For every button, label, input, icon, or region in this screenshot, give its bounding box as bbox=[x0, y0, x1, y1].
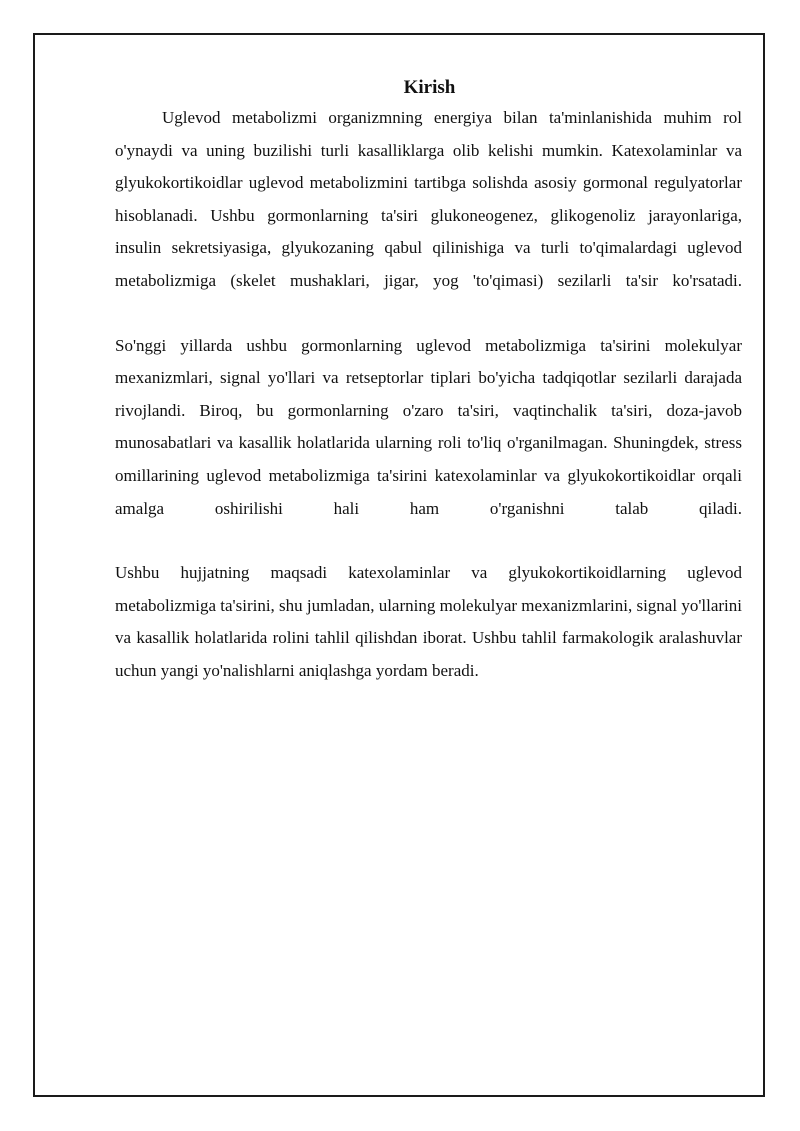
paragraph-2: So'nggi yillarda ushbu gormonlarning uglevod metabolizmiga ta'sirini molekulyar mexanizmlari, signal yo'llari va retseptorlar tiplari bo'yicha tadqiqotlar sezilarli darajada rivojlandi. Biroq, bu gormonlarning o'zaro ta'siri, vaqtinchalik ta'siri, doza-javob munosabatlari va kasallik holatlarida ularning roli to'liq o'rganilmagan. Shuningdek, stress omillarining uglevod metabolizmiga ta'sirini katexolaminlar va glyukokortikoidlar orqali amalga oshirilishi hali ham o'rganishni talab qiladi. bbox=[115, 335, 742, 518]
paragraph-1: Uglevod metabolizmi organizmning energiya bilan ta'minlanishida muhim rol o'ynaydi va uning buzilishi turli kasalliklarga olib kelishi mumkin. Katexolaminlar va glyukokortikoidlar uglevod metabolizmini tartibga solishda asosiy gormonal regulyatorlar hisoblanadi. Ushbu gormonlarning ta'siri glukoneogenez, glikogenoliz jarayonlariga, insulin sekretsiyasiga, glyukozaning qabul qilinishiga va turli to'qimalardagi uglevod metabolizmiga (skelet mushaklari, jigar, yog 'to'qimasi) sezilarli ta'sir ko'rsatadi. bbox=[115, 108, 742, 290]
paragraph-3: Ushbu hujjatning maqsadi katexolaminlar va glyukokortikoidlarning uglevod metabolizmiga ta'sirini, shu jumladan, ularning molekulyar mexanizmlarini, signal yo'llarini va kasallik holatlarida rolini tahlil qilishdan iborat. Ushbu tahlil farmakologik aralashuvlar uchun yangi yo'nalishlarni aniqlashga yordam beradi. bbox=[115, 563, 742, 680]
document-title: Kirish bbox=[403, 77, 456, 98]
document-body bbox=[115, 74, 742, 688]
paragraph-gap bbox=[115, 298, 742, 330]
paragraph-gap bbox=[115, 525, 742, 557]
